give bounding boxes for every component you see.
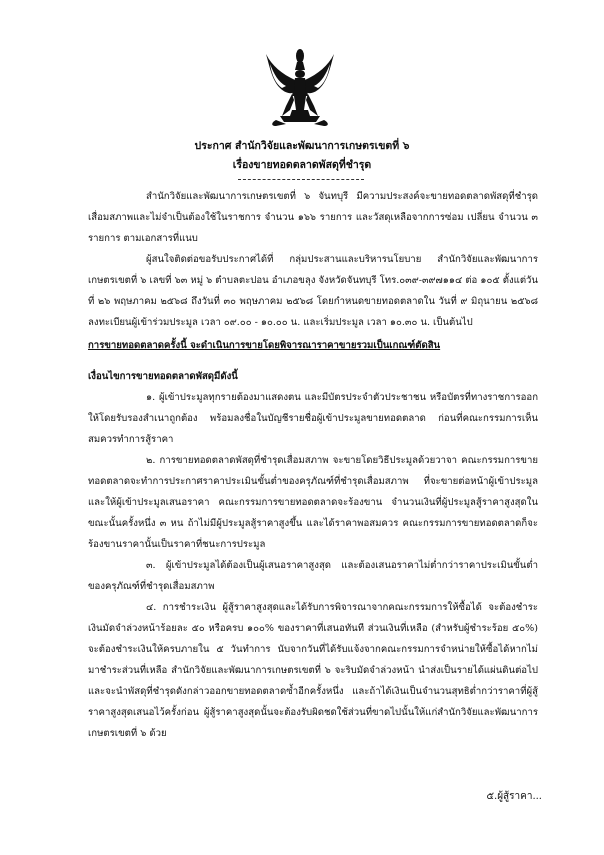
condition-item: ๑. ผู้เข้าประมูลทุกรายต้องมาแสดงตน และมีบัตรประจำตัวประชาชน หรือบัตรที่ทางราชการออกให้โดยรับรองสำเนาถูกต้อง พร้อมลงชื่อในบัญชีรายชื่อผู้เข้าประมูลขายทอดตลาด ก่อนที่คณะกรรมการเห็นสมควรทำการสู้ราคา — [88, 392, 538, 445]
conditions-heading: เงื่อนไขการขายทอดตลาดพัสดุมีดังนี้ — [88, 371, 238, 382]
garuda-emblem-icon — [262, 44, 338, 128]
intro-paragraph: สำนักวิจัยและพัฒนาการเกษตรเขตที่ ๖ จันทบุรี มีความประสงค์จะขายทอดตลาดพัสดุที่ชำรุด เสื่อมสภาพและไม่จำเป็นต้องใช้ในราชการ จำนวน ๑๖๖ รายการ และวัสดุเหลือจากการซ่อม เปลี่ยน จำนวน ๓ รายการ ตามเอกสารที่แนบ — [88, 191, 538, 244]
announcement-title: ประกาศ สำนักวิจัยและพัฒนาการเกษตรเขตที่ ๖ — [194, 140, 410, 152]
method-heading: การขายทอดตลาดครั้งนี้ จะดำเนินการขายโดยพิจารณาราคาขายรวมเป็นเกณฑ์ตัดสิน — [88, 340, 441, 351]
condition-item: ๓. ผู้เข้าประมูลได้ต้องเป็นผู้เสนอราคาสูงสุด และต้องเสนอราคาไม่ต่ำกว่าราคาประเมินขั้นต่ำของครุภัณฑ์ที่ชำรุดเสื่อมสภาพ — [88, 560, 538, 592]
announcement-subject: เรื่องขายทอดตลาดพัสดุที่ชำรุด — [232, 159, 372, 171]
document-body — [88, 186, 538, 744]
divider — [238, 179, 364, 180]
condition-item: ๔. การชำระเงิน ผู้สู้ราคาสูงสุดและได้รับการพิจารณาจากคณะกรรมการให้ซื้อได้ จะต้องชำระเงินมัดจำล่วงหน้าร้อยละ ๕๐ หรือครบ ๑๐๐% ของราคาที่เสนอทันที ส่วนเงินที่เหลือ (สำหรับผู้ชำระร้อย ๕๐%) จะต้องชำระเงินให้ครบภายใน ๕ วันทำการ นับจากวันที่ได้รับแจ้งจากคณะกรรมการจำหน่ายให้ซื้อได้หากไม่มาชำระส่วนที่เหลือ สำนักวิจัยและพัฒนาการเกษตรเขตที่ ๖ จะริบมัดจำล่วงหน้า นำส่งเป็นรายได้แผ่นดินต่อไป และจะนำพัสดุที่ชำรุดดังกล่าวออกขายทอดตลาดซ้ำอีกครั้งหนึ่ง และถ้าได้เงินเป็นจำนวนสุทธิต่ำกว่าราคาที่ผู้สู้ราคาสูงสุดเสนอไว้ครั้งก่อน ผู้สู้ราคาสูงสุดนั้นจะต้องรับผิดชดใช้ส่วนที่ขาดไปนั้นให้แก่สำนักวิจัยและพัฒนาการเกษตรเขตที่ ๖ ด้วย — [88, 602, 538, 739]
continuation-note: ๕.ผู้สู้ราคา... — [486, 791, 542, 802]
contact-paragraph: ผู้สนใจติดต่อขอรับประกาศได้ที่ กลุ่มประสานและบริหารนโยบาย สำนักวิจัยและพัฒนาการเกษตรเขตที่ ๖ เลขที่ ๖๓ หมู่ ๖ ตำบลตะปอน อำเภอขลุง จังหวัดจันทบุรี โทร.๐๓๙-๓๙๗๑๑๔ ต่อ ๑๐๕ ตั้งแต่วันที่ ๒๖ พฤษภาคม ๒๕๖๘ ถึงวันที่ ๓๐ พฤษภาคม ๒๕๖๘ โดยกำหนดขายทอดตลาดใน วันที่ ๙ มิถุนายน ๒๕๖๘ ลงทะเบียนผู้เข้าร่วมประมูล เวลา ๐๙.๐๐ - ๑๐.๐๐ น. และเริ่มประมูล เวลา ๑๐.๓๐ น. เป็นต้นไป — [88, 254, 538, 328]
condition-item: ๒. การขายทอดตลาดพัสดุที่ชำรุดเสื่อมสภาพ จะขายโดยวิธีประมูลด้วยวาจา คณะกรรมการขายทอดตลาดจะทำการประกาศราคาประเมินขั้นต่ำของครุภัณฑ์ที่ชำรุดเสื่อมสภาพ ที่จะขายต่อหน้าผู้เข้าประมูลและให้ผู้เข้าประมูลเสนอราคา คณะกรรมการขายทอดตลาดจะร้องขาน จำนวนเงินที่ผู้ประมูลสู้ราคาสูงสุดในขณะนั้นครั้งหนึ่ง ๓ หน ถ้าไม่มีผู้ประมูลสู้ราคาสูงขึ้น และได้ราคาพอสมควร คณะกรรมการขายทอดตลาดก็จะร้องขานราคานั้นเป็นราคาที่ชนะการประมูล — [88, 455, 538, 550]
